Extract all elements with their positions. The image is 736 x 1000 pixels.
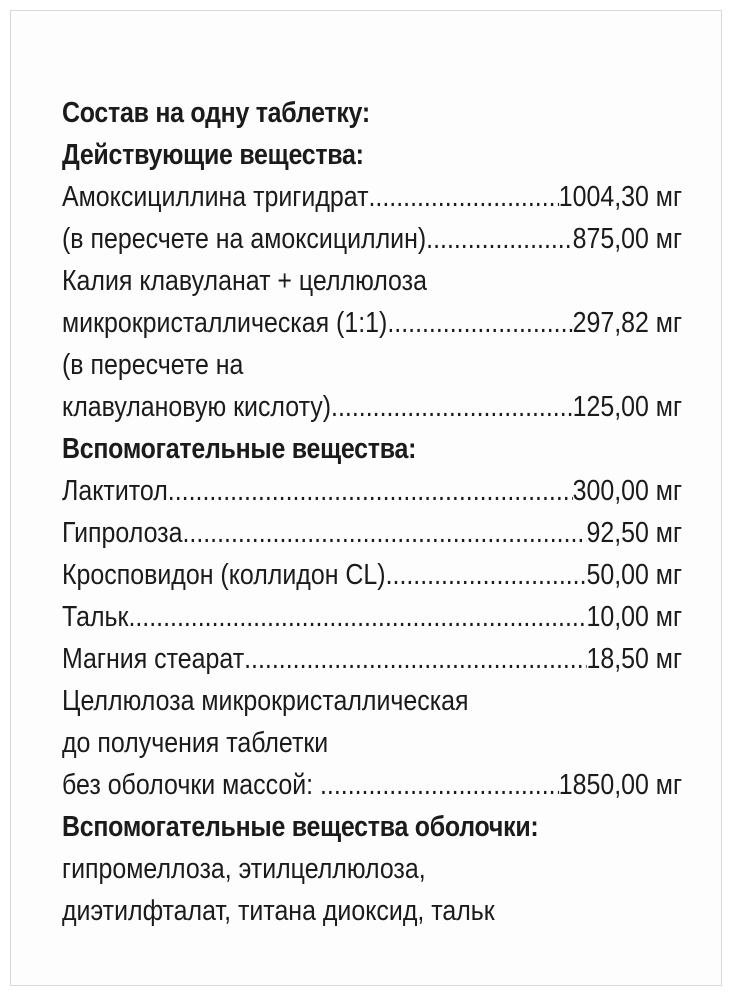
coating-title: Вспомогательные вещества оболочки:	[62, 811, 539, 843]
ingredient-row	[62, 554, 682, 596]
excipients-title: Вспомогательные вещества:	[62, 433, 417, 465]
ingredient-name: (в пересчете на амоксициллин)	[62, 223, 427, 255]
coating-line: гипромеллоза, этилцеллюлоза,	[62, 853, 426, 885]
dot-leader	[128, 596, 586, 638]
dot-leader	[386, 554, 587, 596]
ingredient-name: Гипролоза	[62, 517, 183, 549]
dot-leader	[331, 386, 573, 428]
ingredient-amount: 125,00 мг	[572, 391, 683, 423]
composition-heading: Состав на одну таблетку:	[62, 97, 370, 129]
ingredient-amount: 50,00 мг	[586, 559, 683, 591]
ingredient-name: Тальк	[62, 601, 129, 633]
ingredient-name: Лактитол	[62, 475, 168, 507]
coating-line: диэтилфталат, титана диоксид, тальк	[62, 895, 495, 927]
ingredient-text-line: до получения таблетки	[62, 727, 329, 759]
ingredient-amount: 92,50 мг	[586, 517, 683, 549]
ingredient-name: без оболочки массой:	[62, 769, 320, 801]
dot-leader	[168, 470, 573, 512]
ingredient-name: Магния стеарат	[62, 643, 245, 675]
dot-leader	[426, 218, 572, 260]
ingredient-row	[62, 218, 682, 260]
ingredient-row	[62, 386, 682, 428]
ingredient-row	[62, 512, 682, 554]
ingredient-amount: 10,00 мг	[586, 601, 683, 633]
ingredient-amount: 1850,00 мг	[558, 769, 683, 801]
ingredient-amount: 297,82 мг	[572, 307, 683, 339]
ingredient-row	[62, 764, 682, 806]
active-substances-title: Действующие вещества:	[62, 139, 364, 171]
dot-leader	[387, 302, 572, 344]
dot-leader	[182, 512, 586, 554]
ingredient-row	[62, 302, 682, 344]
ingredient-row	[62, 638, 682, 680]
ingredient-amount: 300,00 мг	[572, 475, 683, 507]
dot-leader	[368, 176, 558, 218]
ingredient-text-line: Калия клавуланат + целлюлоза	[62, 265, 427, 297]
composition-block	[62, 92, 682, 932]
ingredient-name: микрокристаллическая (1:1)	[62, 307, 388, 339]
ingredient-name: Кросповидон (коллидон CL)	[62, 559, 386, 591]
ingredient-row	[62, 470, 682, 512]
ingredient-row	[62, 596, 682, 638]
ingredient-text-line: (в пересчете на	[62, 349, 244, 381]
ingredient-name: Амоксициллина тригидрат	[62, 181, 369, 213]
ingredient-amount: 1004,30 мг	[558, 181, 683, 213]
ingredient-amount: 18,50 мг	[586, 643, 683, 675]
ingredient-row	[62, 176, 682, 218]
ingredient-text-line: Целлюлоза микрокристаллическая	[62, 685, 469, 717]
ingredient-amount: 875,00 мг	[572, 223, 683, 255]
ingredient-name: клавулановую кислоту)	[62, 391, 332, 423]
dot-leader	[320, 764, 559, 806]
dot-leader	[244, 638, 586, 680]
